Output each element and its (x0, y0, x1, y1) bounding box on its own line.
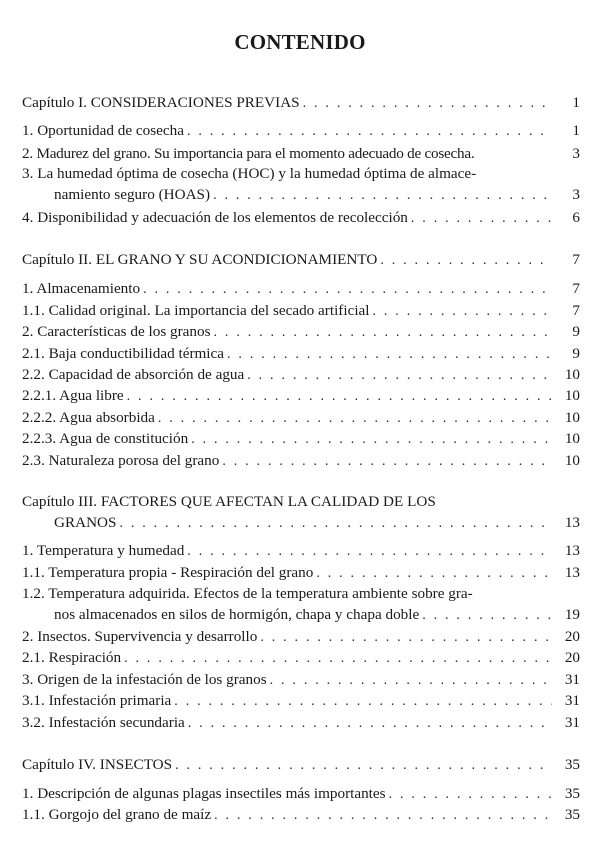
dot-leader (411, 210, 552, 228)
dot-leader (124, 650, 552, 668)
toc-entry-page: 1 (572, 94, 580, 111)
toc-entry-label: 1.1. Temperatura propia - Respiración del grano (22, 564, 314, 581)
dot-leader (227, 346, 552, 364)
toc-entry (22, 564, 580, 583)
toc-entry-label: 2.1. Baja conductibilidad térmica (22, 345, 225, 362)
page-title: CONTENIDO (234, 30, 366, 54)
dot-leader (214, 807, 552, 825)
toc-entry (22, 671, 580, 690)
toc-entry (22, 366, 580, 385)
toc-entry (22, 714, 580, 733)
dot-leader (247, 367, 552, 385)
toc-entry-label: 1.1. Calidad original. La importancia del secado artificial (22, 302, 370, 319)
toc-entry-label: Capítulo II. EL GRANO Y SU ACONDICIONAMIENTO (22, 251, 378, 268)
toc-entry-label: 1.1. Gorgojo del grano de maíz (22, 806, 212, 823)
dot-leader (422, 607, 552, 625)
toc-entry-page: 35 (564, 806, 580, 823)
toc-entry-label: Capítulo III. FACTORES QUE AFECTAN LA CALIDAD DE LOS (22, 493, 436, 510)
toc-entry-label: 2. Características de los granos (22, 323, 211, 340)
toc-entry-label: 1. Almacenamiento (22, 280, 141, 297)
toc-entry-label: 3. La humedad óptima de cosecha (HOC) y la humedad óptima de almace- (22, 165, 477, 182)
toc-entry (22, 387, 580, 406)
toc-entry-page: 35 (564, 785, 580, 802)
toc-entry-page: 35 (564, 756, 580, 773)
toc-entry (22, 122, 580, 141)
toc-entry (22, 409, 580, 428)
toc-entry-page: 1 (572, 122, 580, 139)
toc-entry-label: 2.3. Naturaleza porosa del grano (22, 452, 220, 469)
toc-entry (22, 628, 580, 647)
dot-leader (303, 95, 552, 113)
toc-entry-label: 2.2.1. Agua libre (22, 387, 124, 404)
toc-entry (22, 280, 580, 299)
dot-leader (214, 324, 552, 342)
dot-leader (191, 431, 552, 449)
toc-entry-page: 31 (564, 692, 580, 709)
toc-entry-label: nos almacenados en silos de hormigón, chapa y chapa doble (54, 606, 420, 623)
toc-entry-page: 9 (572, 323, 580, 340)
toc-entry (22, 649, 580, 668)
toc-entry (22, 145, 580, 164)
dot-leader (158, 410, 552, 428)
toc-entry (22, 542, 580, 561)
toc-entry-label: 3. Origen de la infestación de los granos (22, 671, 267, 688)
dot-leader (119, 515, 552, 533)
toc-entry-page: 13 (564, 564, 580, 581)
toc-entry-label: 2. Insectos. Supervivencia y desarrollo (22, 628, 258, 645)
toc-entry (22, 756, 580, 775)
toc-entry-label: 1.2. Temperatura adquirida. Efectos de la temperatura ambiente sobre gra- (22, 585, 473, 602)
toc-entry-label: 2.2. Capacidad de absorción de agua (22, 366, 245, 383)
dot-leader (380, 252, 552, 270)
toc-entry-page: 31 (564, 671, 580, 688)
toc-entry-label: 2.1. Respiración (22, 649, 122, 666)
dot-leader (316, 565, 552, 583)
toc-entry (22, 345, 580, 364)
dot-leader (213, 187, 552, 205)
dot-leader (143, 281, 552, 299)
dot-leader (187, 543, 552, 561)
toc-entry (22, 606, 580, 625)
toc-entry (22, 452, 580, 471)
toc-entry-page: 13 (564, 542, 580, 559)
toc-entry-page: 3 (572, 186, 580, 203)
dot-leader (175, 757, 552, 775)
toc-entry-label: 1. Temperatura y humedad (22, 542, 185, 559)
toc-entry-label: 3.2. Infestación secundaria (22, 714, 185, 731)
toc-entry-label: 2.2.3. Agua de constitución (22, 430, 189, 447)
toc-entry (22, 323, 580, 342)
toc-entry (22, 209, 580, 228)
toc-entry-page: 7 (572, 251, 580, 268)
toc-entry-label: 1. Oportunidad de cosecha (22, 122, 184, 139)
dot-leader (373, 303, 553, 321)
toc-entry-page: 10 (564, 387, 580, 404)
toc-entry-page: 13 (564, 514, 580, 531)
toc-entry (22, 430, 580, 449)
toc-entry-label: Capítulo IV. INSECTOS (22, 756, 173, 773)
toc-entry-page: 7 (572, 302, 580, 319)
toc-entry-label: 2. Madurez del grano. Su importancia para el momento adecuado de cosecha. (22, 145, 475, 162)
toc-entry-label: 4. Disponibilidad y adecuación de los elementos de recolección (22, 209, 408, 226)
dot-leader (389, 786, 552, 804)
toc-entry-page: 10 (564, 366, 580, 383)
toc-entry-label: GRANOS (54, 514, 117, 531)
toc-entry-page: 3 (572, 145, 580, 162)
toc-entry (22, 514, 580, 533)
dot-leader (270, 672, 552, 690)
dot-leader (222, 453, 552, 471)
toc-entry-label: Capítulo I. CONSIDERACIONES PREVIAS (22, 94, 300, 111)
toc-entry-page: 20 (564, 628, 580, 645)
toc-entry-label: 2.2.2. Agua absorbida (22, 409, 155, 426)
toc-entry-page: 31 (564, 714, 580, 731)
toc-entry-page: 9 (572, 345, 580, 362)
toc-entry-page: 10 (564, 430, 580, 447)
toc-entry-page: 19 (564, 606, 580, 623)
dot-leader (188, 715, 552, 733)
toc-entry-page: 6 (572, 209, 580, 226)
toc-entry (22, 94, 580, 113)
toc-entry-label: namiento seguro (HOAS) (54, 186, 211, 203)
dot-leader (187, 123, 552, 141)
toc-entry-page: 20 (564, 649, 580, 666)
dot-leader (174, 693, 552, 711)
toc-entry-page: 10 (564, 452, 580, 469)
toc-entry-label: 1. Descripción de algunas plagas insectiles más importantes (22, 785, 386, 802)
toc-entry (22, 785, 580, 804)
toc-entry (22, 251, 580, 270)
dot-leader (127, 388, 552, 406)
toc-entry-page: 7 (572, 280, 580, 297)
toc-entry (22, 806, 580, 825)
dot-leader (260, 629, 552, 647)
toc-entry (22, 302, 580, 321)
toc-entry (22, 186, 580, 205)
toc-entry-label: 3.1. Infestación primaria (22, 692, 172, 709)
toc-entry (22, 692, 580, 711)
toc-entry-page: 10 (564, 409, 580, 426)
